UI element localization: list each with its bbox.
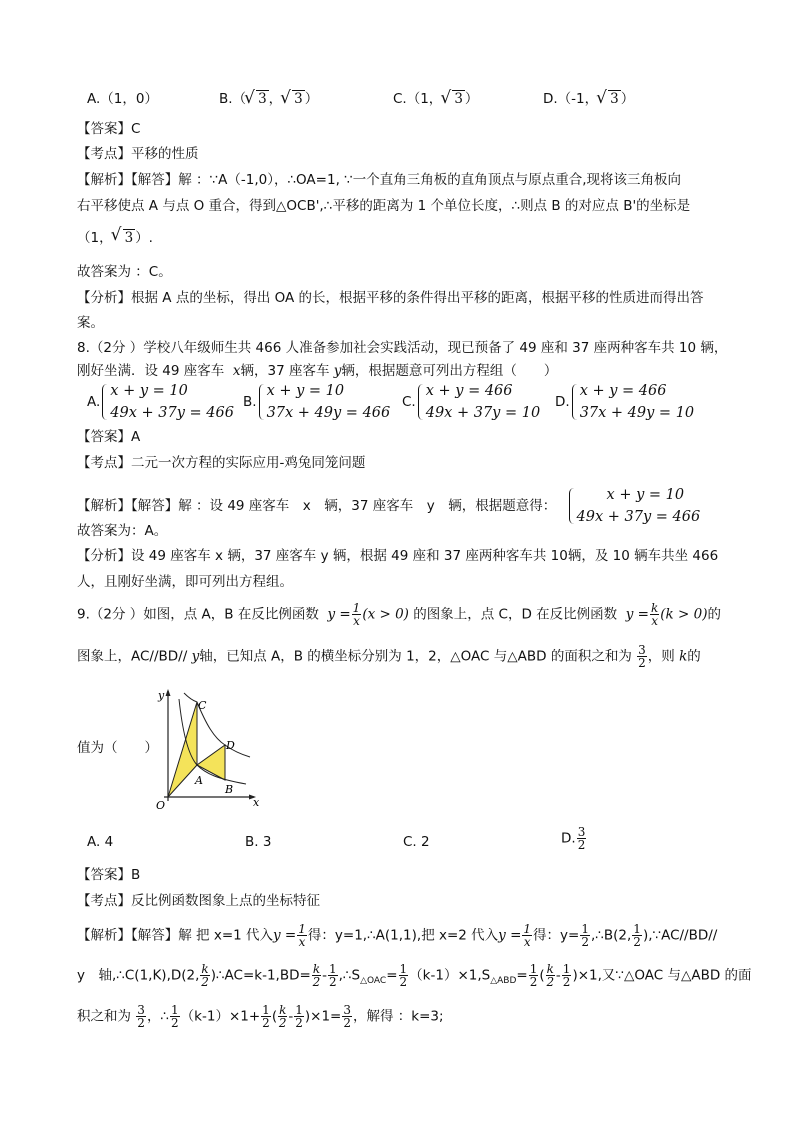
q9-jiexi-line3: 积之和为 $\frac{3}{2}$ ，∴ $\frac{1}{2}$ （k-1）×1+ $\frac{1}{2}$ ( $\frac{k}{2}$ - $\frac{1}{2}$ )×1= $\frac{3}{2}$ ，解得 ：k=3; [77, 1003, 444, 1030]
q7-option-c: C.（1，√ 3 ） [393, 87, 478, 107]
q8-stem-line2: 刚好坐满．设 49 座客车 x辆，37 座客车 y辆，根据题意可列出方程组（ ） [77, 363, 558, 379]
q8-stem-line1: 8.（2分 ）学校八年级师生共 466 人准备参加社会实践活动，现已预备了 49 座和 37 座两种客车共 10 辆， [77, 340, 728, 356]
q8-kaodian: 【考点】二元一次方程的实际应用-鸡兔同笼问题 [77, 455, 366, 471]
q7-jiexi-line2: 右平移使点 A 与点 O 重合，得到△OCB',∴平移的距离为 1 个单位长度，∴则点 B 的对应点 B'的坐标是 [77, 198, 691, 214]
triangle-oac [168, 702, 197, 797]
q8-option-b: B. x + y = 10 37x + 49y = 466 [243, 380, 390, 424]
q9-option-c: C. 2 [403, 834, 430, 850]
label-x: x [253, 796, 260, 809]
q8-option-d: D. x + y = 466 37x + 49y = 10 [555, 380, 694, 424]
q9-jiexi-line1: 【解析】【解答】解 把 x=1 代入y = $\frac{1}{x}$ 得：y=1,∴A(1,1),把 x=2 代入y = $\frac{1}{x}$ 得：y= $\frac{1}{2}$ ,∴B(2, $\frac{1}{2}$ ),∵AC//BD// [77, 922, 718, 949]
q8-answer: 【答案】A [77, 429, 141, 445]
label-o: O [156, 799, 166, 812]
q9-option-a: A. 4 [87, 834, 114, 850]
q7-fenxi-line2: 案。 [77, 315, 104, 331]
q7-jiexi-line1: 【解析】【解答】解 ：∵A（-1,0），∴OA=1, ∵一个直角三角板的直角顶点与原点重合,现将该三角板向 [77, 172, 682, 188]
label-b: B [225, 783, 234, 796]
q9-jiexi-line2: y 轴,∴C(1,K),D(2, $\frac{k}{2}$ )∴AC=k-1,BD= $\frac{k}{2}$ - $\frac{1}{2}$ $,\therefore S_{\triangle OAC}=$ $\frac{1}{2}$ $(k-1)\times 1,S_{\triangle ABD}=$ $\frac{1}{2}$ ( $\frac{k}{2}$ - $\frac{1}{2}$ )×1,又∵△OAC 与△ABD 的面 [77, 962, 752, 989]
q7-option-d: D.（-1，√ 3 ） [543, 87, 634, 107]
y-axis-arrow [166, 689, 171, 696]
q9-option-d: D. $\frac{3}{2}$ [561, 825, 586, 852]
q8-final-answer: 故答案为：A。 [77, 523, 168, 539]
q7-option-a: A.（1，0） [87, 91, 158, 107]
q9-option-b: B. 3 [245, 834, 272, 850]
q7-answer: 【答案】C [77, 121, 141, 137]
q7-option-b: B.（√ 3 ，√ 3 ） [219, 87, 318, 107]
label-y: y [158, 689, 165, 702]
q7-kaodian: 【考点】平移的性质 [77, 146, 199, 162]
q8-fenxi-line2: 人，且刚好坐满，即可列出方程组。 [77, 574, 293, 590]
q9-answer: 【答案】B [77, 867, 141, 883]
label-a: A [195, 774, 203, 787]
q9-kaodian: 【考点】反比例函数图象上点的坐标特征 [77, 893, 320, 909]
q8-fenxi-line1: 【分析】设 49 座客车 x 辆，37 座客车 y 辆，根据 49 座和 37 座两种客车共 10辆，及 10 辆车共坐 466 [77, 548, 719, 564]
q9-stem-line3: 值为（ ） [77, 740, 158, 756]
label-c: C [198, 699, 207, 712]
label-d: D [226, 739, 235, 752]
q9-stem-line1: 9.（2分 ）如图，点 A，B 在反比例函数 y = $\frac{1}{x}$ (x > 0) 的图象上，点 C，D 在反比例函数 y = $\frac{k}{x}$ (k > 0)的 [77, 601, 721, 628]
q9-stem-line2: 图象上，AC//BD// y轴，已知点 A，B 的横坐标分别为 1，2，△OAC 与△ABD 的面积之和为 $\frac{3}{2}$ ，则 k的 [77, 643, 701, 670]
q7-final-answer: 故答案为 ：C。 [77, 264, 172, 280]
q7-jiexi-line3: （1，√ 3 ）. [77, 228, 153, 248]
q8-jiexi: 【解析】【解答】解 ：设 49 座客车 x 辆，37 座客车 y 辆，根据题意得： x + y = 10 49x + 37y = 466 [77, 484, 700, 528]
q8-option-c: C. x + y = 466 49x + 37y = 10 [402, 380, 540, 424]
q9-figure [150, 685, 270, 813]
q8-option-a: A. x + y = 10 49x + 37y = 466 [87, 380, 234, 424]
q7-fenxi-line1: 【分析】根据 A 点的坐标，得出 OA 的长，根据平移的条件得出平移的距离，根据平移的性质进而得出答 [77, 290, 704, 306]
